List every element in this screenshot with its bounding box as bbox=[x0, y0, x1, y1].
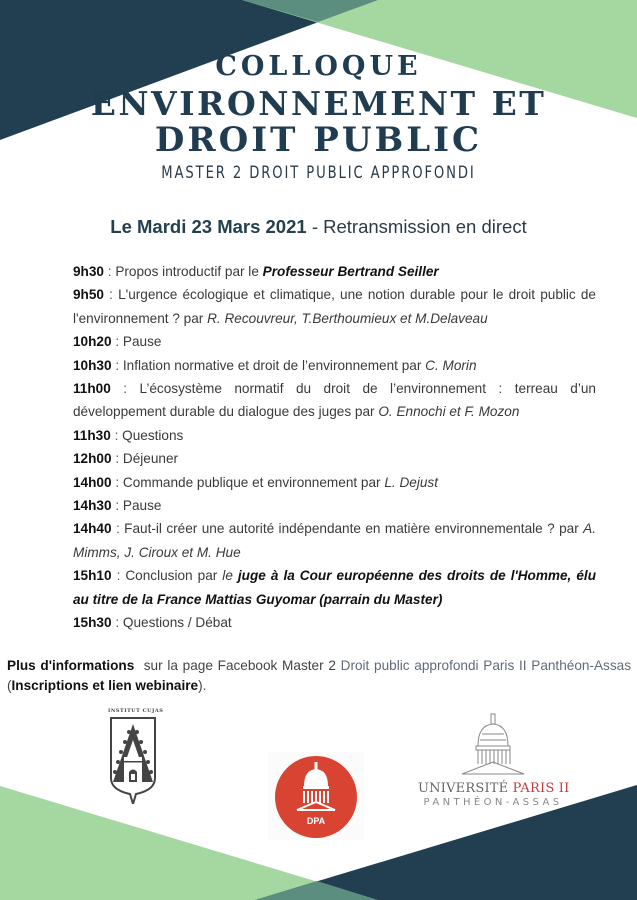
registration-note: Inscriptions et lien webinaire bbox=[11, 678, 199, 693]
cujas-label: INSTITUT CUJAS bbox=[108, 708, 164, 714]
info-text: ( bbox=[7, 678, 12, 693]
program-text: Pause bbox=[122, 334, 162, 350]
program-time: 10h20 bbox=[73, 334, 112, 350]
program-item bbox=[73, 611, 596, 634]
program-item bbox=[73, 517, 596, 564]
facebook-page-link[interactable]: Droit public approfondi Paris II Panthéon-Assas bbox=[340, 658, 631, 673]
program-text: L’écosystème normatif du droit de l’environnement : terreau d’un développement durable du dialogue des juges par bbox=[73, 381, 596, 420]
program-item bbox=[73, 330, 596, 353]
program-item bbox=[73, 471, 596, 494]
program-sep: : bbox=[111, 568, 126, 584]
program-text: Pause bbox=[122, 498, 162, 514]
cujas-shield-icon bbox=[108, 716, 158, 804]
program-time: 9h50 bbox=[73, 287, 104, 303]
info-lead: Plus d'informations bbox=[7, 658, 135, 673]
program-sep: : bbox=[110, 381, 140, 397]
dpa-label: DPA bbox=[306, 816, 326, 826]
program-sep: : bbox=[111, 357, 123, 373]
institut-cujas-logo bbox=[108, 708, 164, 809]
program-text: Questions / Débat bbox=[122, 615, 232, 631]
event-date-bold: Le Mardi 23 Mars 2021 bbox=[110, 216, 307, 237]
event-date-rest: - Retransmission en direct bbox=[306, 216, 527, 237]
info-text: sur la page Facebook Master 2 bbox=[134, 658, 341, 673]
program-time: 12h00 bbox=[73, 451, 112, 467]
program-text: Conclusion par bbox=[125, 568, 223, 584]
program-sep: : bbox=[111, 498, 123, 514]
paris-logo-universite: UNIVERSITÉ bbox=[418, 781, 513, 796]
program-time: 15h10 bbox=[73, 568, 112, 584]
program-speaker: A. Mimms, J. Ciroux et M. Hue bbox=[73, 521, 596, 560]
program-item bbox=[73, 377, 596, 424]
program-sep: : bbox=[110, 427, 123, 443]
title-line-1: COLLOQUE bbox=[215, 51, 422, 82]
program-item bbox=[73, 494, 596, 517]
program-item bbox=[73, 283, 596, 330]
program-sep: : bbox=[111, 451, 123, 467]
program-speaker: C. Morin bbox=[425, 357, 477, 373]
dpa-circle bbox=[275, 756, 357, 838]
program-time: 14h00 bbox=[73, 474, 112, 490]
program-item bbox=[73, 260, 596, 283]
subtitle: MASTER 2 DROIT PUBLIC APPROFONDI bbox=[161, 163, 476, 183]
paris-logo-line2: PANTHÉON-ASSAS bbox=[423, 797, 563, 808]
program-text: Propos introductif par le bbox=[115, 264, 263, 279]
pantheon-building-icon bbox=[458, 712, 528, 776]
program-time: 11h30 bbox=[73, 427, 111, 443]
program-text: Déjeuner bbox=[122, 451, 179, 467]
program-item bbox=[73, 564, 596, 611]
program-text: Inflation normative et droit de l’environnement par bbox=[122, 357, 426, 373]
program-list bbox=[73, 260, 596, 635]
program-speaker: juge à la Cour européenne des droits de l'Homme, élu au titre de la France Mattias Guyomar (parrain du Master) bbox=[73, 568, 596, 607]
program-text: Questions bbox=[122, 427, 184, 443]
program-sep: : bbox=[103, 287, 119, 303]
program-time: 10h30 bbox=[73, 357, 112, 373]
program-text: L'urgence écologique et climatique, une notion durable pour le droit public de l'environnement ? par bbox=[73, 287, 596, 326]
dpa-logo bbox=[268, 752, 364, 840]
program-time: 14h40 bbox=[73, 521, 112, 537]
program-time: 14h30 bbox=[73, 498, 112, 514]
title-line-2: ENVIRONNEMENT ET bbox=[90, 84, 547, 123]
program-item bbox=[73, 354, 596, 377]
universite-paris-ii-logo bbox=[418, 712, 568, 808]
program-sep: : bbox=[103, 264, 116, 279]
program-text: Commande publique et environnement par bbox=[122, 474, 385, 490]
program-item bbox=[73, 447, 596, 470]
paris-logo-paris-ii: PARIS II bbox=[512, 781, 570, 796]
program-speaker: L. Dejust bbox=[384, 474, 439, 490]
program-sep: : bbox=[111, 615, 123, 631]
program-time: 9h30 bbox=[73, 264, 104, 279]
program-item bbox=[73, 424, 596, 447]
program-time: 11h00 bbox=[73, 381, 111, 397]
program-sep: : bbox=[111, 474, 123, 490]
pantheon-dome-icon bbox=[275, 756, 357, 816]
program-time: 15h30 bbox=[73, 615, 112, 631]
paris-logo-line1 bbox=[418, 781, 568, 796]
info-text: ). bbox=[198, 678, 207, 693]
title-block bbox=[0, 48, 637, 183]
program-speaker: R. Recouvreur, T.Berthoumieux et M.Delaveau bbox=[207, 310, 488, 326]
program-speaker: Professeur Bertrand Seiller bbox=[262, 264, 439, 279]
title-line-3: DROIT PUBLIC bbox=[154, 120, 483, 160]
program-speaker: O. Ennochi et F. Mozon bbox=[378, 404, 520, 420]
program-speaker-prefix: le bbox=[222, 568, 233, 584]
more-info bbox=[7, 656, 631, 696]
event-date bbox=[0, 216, 637, 238]
program-sep: : bbox=[111, 521, 125, 537]
program-sep: : bbox=[111, 334, 123, 350]
program-text: Faut-il créer une autorité indépendante en matière environnementale ? par bbox=[124, 521, 584, 537]
